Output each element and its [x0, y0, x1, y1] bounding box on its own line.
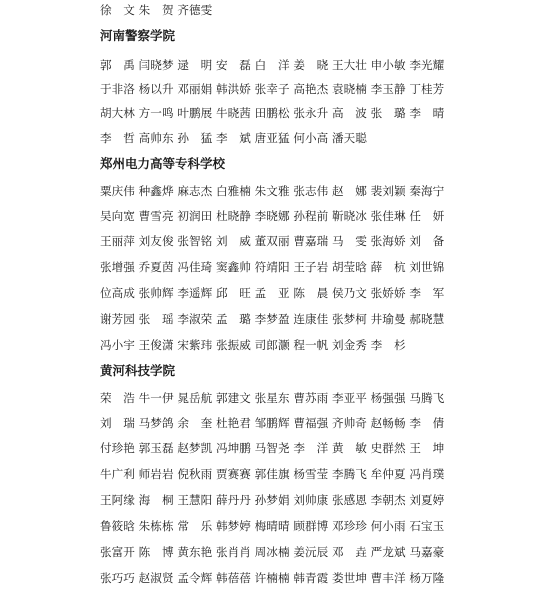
name-line: 胡大林 方一鸣 叶鹏展 牛晓茜 田鹏松 张永升 高 波 张 璐 李 晴	[100, 106, 445, 120]
name-line: 吴向宽 曹雪亮 初润田 杜晓静 李晓娜 孙程前 靳晓冰 张佳琳 任 妍	[100, 209, 445, 223]
name-line: 张增强 乔夏茵 冯佳琦 窦鑫帅 符靖阳 王子岩 胡莹晗 薛 杭 刘世锦	[100, 260, 445, 274]
name-line: 刘 瑞 马梦鸽 余 奎 杜艳君 邹鹏辉 曹福强 齐帅奇 赵畅畅 李 倩	[100, 416, 445, 430]
name-line: 位高成 张帅辉 李遥辉 邱 旺 孟 亚 陈 晨 侯乃文 张娇娇 李 军	[100, 286, 445, 300]
name-line: 付珍艳 郭玉磊 赵梦凯 冯坤鹏 马智尧 李 洋 黄 敏 史群然 王 坤	[100, 441, 445, 455]
name-line: 张富开 陈 博 黄东艳 张肖肖 周冰楠 姜沅辰 邓 垚 严龙斌 马嘉豪	[100, 545, 445, 559]
name-line: 郭 禹 闫晓梦 逯 明 安 磊 白 洋 姜 晓 王大壮 申小敏 李光耀	[100, 58, 445, 72]
name-line: 王阿缘 海 桐 王慧阳 薛丹丹 孙梦娟 刘帅康 张感恩 李朝杰 刘夏婷	[100, 493, 445, 507]
section-heading-huanghe-science-technology-college: 黄河科技学院	[100, 363, 176, 378]
name-line: 谢芳园 张 瑶 李淑荣 孟 璐 李梦盈 连康佳 张梦柯 井瑜曼 郝晓慧	[100, 312, 445, 326]
name-line: 荣 浩 牛一伊 晁岳航 郭建文 张星东 曹苏雨 李亚平 杨强强 马腾飞	[100, 391, 445, 405]
name-line: 粟庆伟 种鑫烨 麻志杰 白雅楠 朱文雅 张志伟 赵 娜 裴刘颖 秦海宁	[100, 184, 445, 198]
name-line: 徐 文 朱 贺 齐德雯	[100, 3, 213, 17]
section-heading-zhengzhou-electric-power-college: 郑州电力高等专科学校	[100, 156, 226, 171]
name-line: 张巧巧 赵淑贤 孟令辉 韩蓓蓓 许楠楠 韩青霞 娄世坤 曹丰洋 杨万隆	[100, 571, 445, 585]
name-line: 鲁筱晗 朱栋栋 常 乐 韩梦婷 梅晴晴 顾群博 邓珍珍 何小雨 石宝玉	[100, 519, 445, 533]
name-line: 牛广利 师岩岩 倪秋雨 贾赛赛 郭佳旗 杨雪莹 李腾飞 牟仲夏 冯肖璞	[100, 467, 445, 481]
section-heading-henan-police-college: 河南警察学院	[100, 28, 176, 43]
name-line: 王丽萍 刘友俊 张智铭 刘 威 董双丽 曹嘉瑞 马 雯 张海娇 刘 备	[100, 234, 445, 248]
name-line: 冯小宇 王俊潇 宋紫玮 张振威 司郎灏 程一帆 刘金秀 李 杉	[100, 338, 406, 352]
name-line: 李 哲 高帅东 孙 猛 李 斌 唐亚猛 何小高 潘天聪	[100, 131, 367, 145]
name-line: 于非洛 杨以升 邓丽娟 韩洪娇 张幸子 高艳杰 袁晓楠 李玉静 丁桂芳	[100, 82, 445, 96]
